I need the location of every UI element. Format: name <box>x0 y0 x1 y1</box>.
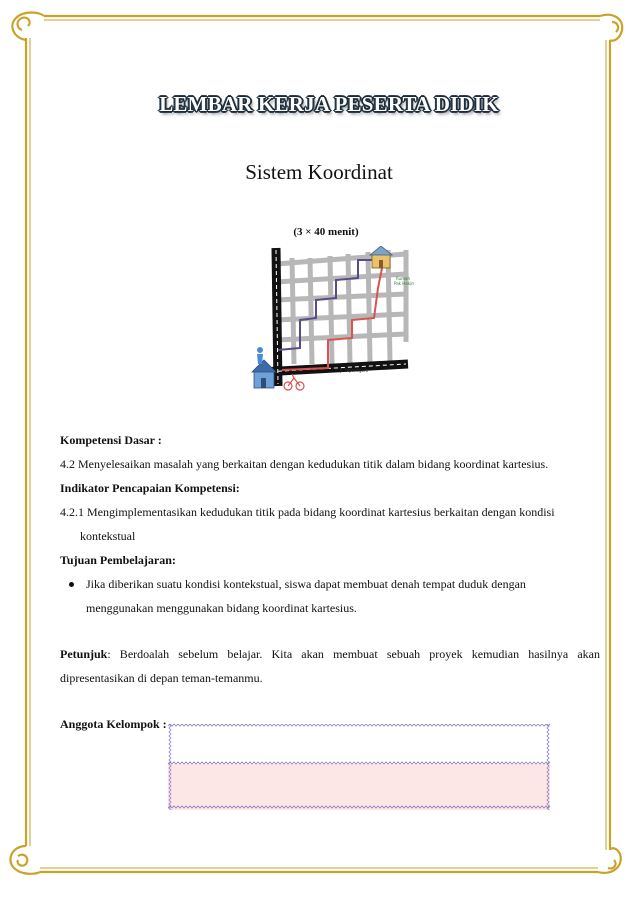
bullet-icon <box>69 582 74 587</box>
worksheet-content <box>60 428 600 736</box>
zigzag-border <box>168 724 550 810</box>
kd-label: Kompetensi Dasar : <box>60 433 162 447</box>
tujuan-item <box>60 572 600 620</box>
worksheet-banner: LEMBAR KERJA PESERTA DIDIK <box>159 92 499 116</box>
ipk-label: Indikator Pencapaian Kompetensi: <box>60 481 240 495</box>
anggota-label: Anggota Kelompok : <box>60 717 167 731</box>
ipk-text-2: kontekstual <box>80 529 136 543</box>
street-map-illustration <box>248 246 414 406</box>
duration-text: (3 × 40 menit) <box>293 226 359 238</box>
tujuan-text-2: menggunakan menggunakan bidang koordinat kartesius. <box>86 601 357 615</box>
map-svg <box>248 246 414 406</box>
petunjuk-text-2: dipresentasikan di depan teman-temanmu. <box>60 671 263 685</box>
petunjuk-text-1: : Berdoalah sebelum belajar. Kita akan membuat sebuah proyek kemudian hasilnya akan <box>107 647 600 661</box>
group-members-box <box>168 724 550 810</box>
tujuan-text-1: Jika diberikan suatu kondisi kontekstual, siswa dapat membuat denah tempat duduk dengan <box>86 577 526 591</box>
tujuan-label: Tujuan Pembelajaran: <box>60 553 176 567</box>
svg-text:Pak Hakim: Pak Hakim <box>394 281 414 286</box>
svg-text:Rumah: Rumah <box>396 276 411 281</box>
petunjuk-line-1 <box>60 642 600 666</box>
house-icon-2 <box>252 360 276 388</box>
page-title: Sistem Koordinat <box>245 160 393 184</box>
kd-text: 4.2 Menyelesaikan masalah yang berkaitan dengan kedudukan titik dalam bidang koordinat kartesius. <box>60 457 549 471</box>
house-icon <box>370 246 392 268</box>
bicycle-icon <box>284 374 304 390</box>
person-icon <box>257 347 263 364</box>
petunjuk-label: Petunjuk <box>60 647 108 661</box>
svg-text:Jl. Diponegoro: Jl. Diponegoro <box>340 368 368 373</box>
ipk-text-1: 4.2.1 Mengimplementasikan kedudukan titik pada bidang koordinat kartesius berkaitan dengan kondisi <box>60 505 555 519</box>
